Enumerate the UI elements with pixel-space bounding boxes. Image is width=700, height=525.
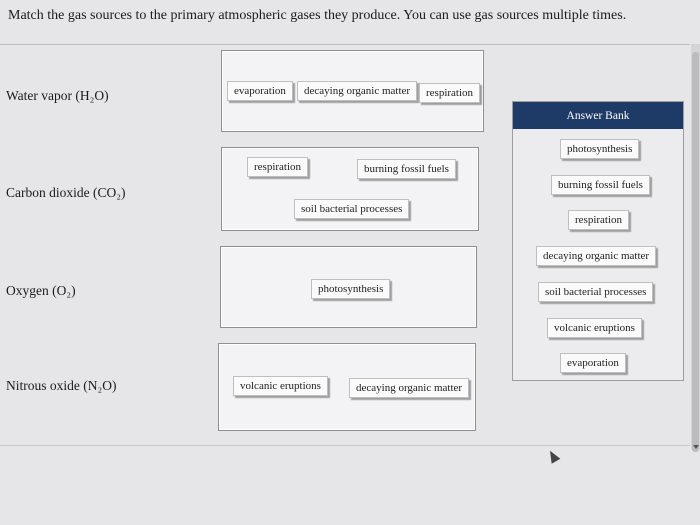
placed-chip-evaporation[interactable]: evaporation: [227, 81, 293, 101]
bank-chip-photosynthesis[interactable]: photosynthesis: [560, 139, 639, 159]
placed-chip-decaying-organic-matter[interactable]: decaying organic matter: [349, 378, 469, 398]
placed-chip-photosynthesis[interactable]: photosynthesis: [311, 279, 390, 299]
drop-zone-carbon-dioxide[interactable]: [221, 147, 479, 231]
gas-label-carbon-dioxide: Carbon dioxide (CO₂): [6, 185, 126, 200]
scroll-down-arrow-icon[interactable]: [693, 445, 699, 449]
placed-chip-burning-fossil-fuels[interactable]: burning fossil fuels: [357, 159, 456, 179]
bank-chip-soil-bacterial-processes[interactable]: soil bacterial processes: [538, 282, 653, 302]
drop-zone-nitrous-oxide[interactable]: [218, 343, 476, 431]
scrollbar-thumb[interactable]: [692, 52, 699, 452]
gas-label-oxygen: Oxygen (O₂): [6, 283, 76, 298]
drop-zone-oxygen[interactable]: [220, 246, 477, 328]
answer-bank-title: Answer Bank: [513, 102, 683, 129]
bank-chip-burning-fossil-fuels[interactable]: burning fossil fuels: [551, 175, 650, 195]
bank-chip-decaying-organic-matter[interactable]: decaying organic matter: [536, 246, 656, 266]
placed-chip-respiration[interactable]: respiration: [419, 83, 480, 103]
instructions-text: Match the gas sources to the primary atmospheric gases they produce. You can use gas sources multiple times.: [8, 8, 627, 23]
placed-chip-soil-bacterial-processes[interactable]: soil bacterial processes: [294, 199, 409, 219]
bank-chip-volcanic-eruptions[interactable]: volcanic eruptions: [547, 318, 642, 338]
bank-chip-respiration[interactable]: respiration: [568, 210, 629, 230]
answer-bank: [512, 101, 684, 381]
mouse-cursor-icon: [546, 448, 561, 463]
placed-chip-decaying-organic-matter[interactable]: decaying organic matter: [297, 81, 417, 101]
gas-label-nitrous-oxide: Nitrous oxide (N₂O): [6, 378, 117, 393]
bank-chip-evaporation[interactable]: evaporation: [560, 353, 626, 373]
placed-chip-volcanic-eruptions[interactable]: volcanic eruptions: [233, 376, 328, 396]
placed-chip-respiration[interactable]: respiration: [247, 157, 308, 177]
gas-label-water-vapor: Water vapor (H₂O): [6, 88, 109, 103]
drop-zone-water-vapor[interactable]: [221, 50, 484, 132]
